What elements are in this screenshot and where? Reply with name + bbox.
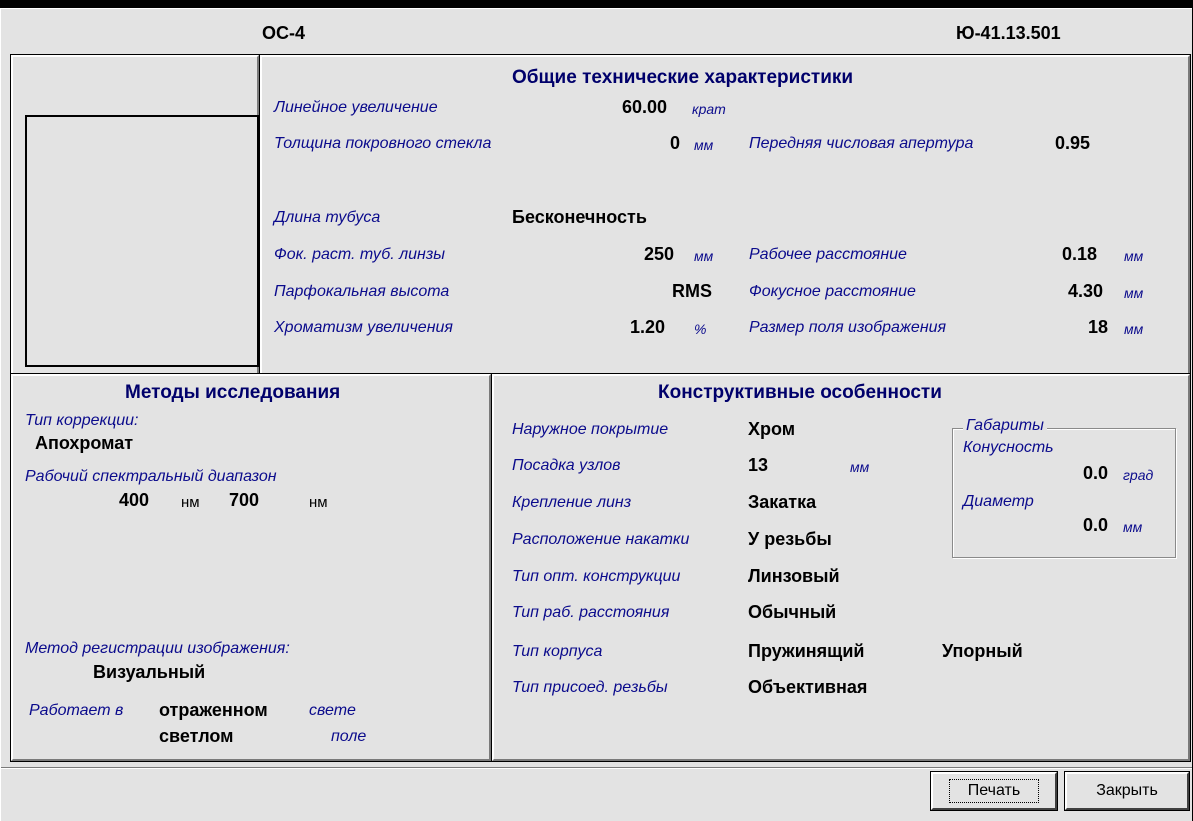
working-distance-unit: мм bbox=[1124, 248, 1144, 264]
range-to-value: 700 bbox=[229, 490, 260, 510]
objective-model: ОС-4 bbox=[262, 23, 306, 43]
print-button[interactable] bbox=[931, 772, 1057, 810]
focal-length-value: 4.30 bbox=[1068, 281, 1104, 301]
aperture-label: Передняя числовая апертура bbox=[749, 135, 974, 152]
cover-glass-label: Толщина покровного стекла bbox=[274, 135, 492, 152]
fit-value: 13 bbox=[748, 455, 769, 475]
diameter-label: Диаметр bbox=[963, 493, 1034, 510]
close-button[interactable] bbox=[1065, 772, 1189, 810]
cover-glass-value: 0 bbox=[670, 133, 681, 153]
close-button-label: Закрыть bbox=[1096, 782, 1158, 799]
body-type-value: Пружинящий bbox=[748, 641, 865, 661]
knurl-value: У резьбы bbox=[748, 529, 832, 549]
thread-type-label: Тип присоед. резьбы bbox=[512, 679, 668, 696]
design-panel bbox=[492, 374, 1190, 761]
chromatism-unit: % bbox=[694, 321, 707, 337]
light-word: свете bbox=[309, 702, 356, 719]
chromatism-value: 1.20 bbox=[630, 317, 666, 337]
taper-unit: град bbox=[1123, 467, 1154, 483]
registration-label: Метод регистрации изображения: bbox=[25, 640, 290, 657]
field-mode-value: светлом bbox=[159, 726, 234, 746]
focal-length-label: Фокусное расстояние bbox=[749, 283, 916, 300]
body-type-label: Тип корпуса bbox=[512, 643, 603, 660]
methods-title: Методы исследования bbox=[125, 382, 341, 403]
spectral-range-label: Рабочий спектральный диапазон bbox=[25, 468, 277, 485]
chromatism-label: Хроматизм увеличения bbox=[274, 319, 453, 336]
tube-lens-label: Фок. раст. туб. линзы bbox=[274, 246, 446, 263]
body-type-value2: Упорный bbox=[942, 641, 1023, 661]
cover-glass-unit: мм bbox=[694, 137, 714, 153]
dimensions-group bbox=[952, 417, 1176, 558]
wd-type-value: Обычный bbox=[748, 602, 837, 622]
optical-type-label: Тип опт. конструкции bbox=[512, 568, 681, 585]
range-from-unit: нм bbox=[181, 494, 200, 511]
optical-type-value: Линзовый bbox=[748, 566, 840, 586]
dimensions-legend: Габариты bbox=[963, 417, 1047, 435]
coating-value: Хром bbox=[748, 419, 796, 439]
bottom-separator bbox=[1, 767, 1192, 769]
parfocal-label: Парфокальная высота bbox=[274, 283, 450, 300]
linear-mag-label: Линейное увеличение bbox=[274, 99, 438, 116]
diameter-value: 0.0 bbox=[1083, 515, 1109, 535]
lens-mount-label: Крепление линз bbox=[512, 494, 632, 511]
field-word: поле bbox=[331, 728, 367, 745]
correction-value: Апохромат bbox=[35, 433, 134, 453]
fit-label: Посадка узлов bbox=[512, 457, 621, 474]
parfocal-value: RMS bbox=[672, 281, 712, 301]
tube-lens-unit: мм bbox=[694, 248, 714, 264]
field-size-unit: мм bbox=[1124, 321, 1144, 337]
linear-mag-unit: крат bbox=[692, 101, 726, 117]
field-size-value: 18 bbox=[1088, 317, 1109, 337]
coating-label: Наружное покрытие bbox=[512, 421, 669, 438]
aperture-value: 0.95 bbox=[1055, 133, 1091, 153]
focal-length-unit: мм bbox=[1124, 285, 1144, 301]
general-characteristics-panel bbox=[260, 55, 1190, 375]
knurl-label: Расположение накатки bbox=[512, 531, 690, 548]
objective-code: Ю-41.13.501 bbox=[956, 23, 1061, 43]
fit-unit: мм bbox=[850, 459, 870, 475]
methods-panel bbox=[11, 374, 491, 761]
tube-length-label: Длина тубуса bbox=[274, 209, 381, 226]
working-distance-label: Рабочее расстояние bbox=[749, 246, 907, 263]
registration-value: Визуальный bbox=[93, 662, 206, 682]
objective-details-window bbox=[0, 8, 1192, 821]
objective-image-frame bbox=[25, 115, 259, 367]
field-size-label: Размер поля изображения bbox=[749, 319, 947, 336]
range-to-unit: нм bbox=[309, 494, 328, 511]
tube-lens-value: 250 bbox=[644, 244, 675, 264]
wd-type-label: Тип раб. расстояния bbox=[512, 604, 670, 621]
image-panel bbox=[11, 55, 259, 375]
lens-mount-value: Закатка bbox=[748, 492, 817, 512]
linear-mag-value: 60.00 bbox=[622, 97, 668, 117]
tube-length-value: Бесконечность bbox=[512, 207, 647, 227]
light-mode-value: отраженном bbox=[159, 700, 268, 720]
taper-value: 0.0 bbox=[1083, 463, 1109, 483]
working-distance-value: 0.18 bbox=[1062, 244, 1098, 264]
design-title: Конструктивные особенности bbox=[658, 382, 942, 403]
print-button-label: Печать bbox=[949, 779, 1039, 803]
correction-label: Тип коррекции: bbox=[25, 412, 139, 429]
range-from-value: 400 bbox=[119, 490, 150, 510]
general-title: Общие технические характеристики bbox=[512, 67, 854, 88]
thread-type-value: Объективная bbox=[748, 677, 868, 697]
taper-label: Конусность bbox=[963, 439, 1054, 456]
works-in-label: Работает в bbox=[29, 702, 124, 719]
diameter-unit: мм bbox=[1123, 519, 1143, 535]
